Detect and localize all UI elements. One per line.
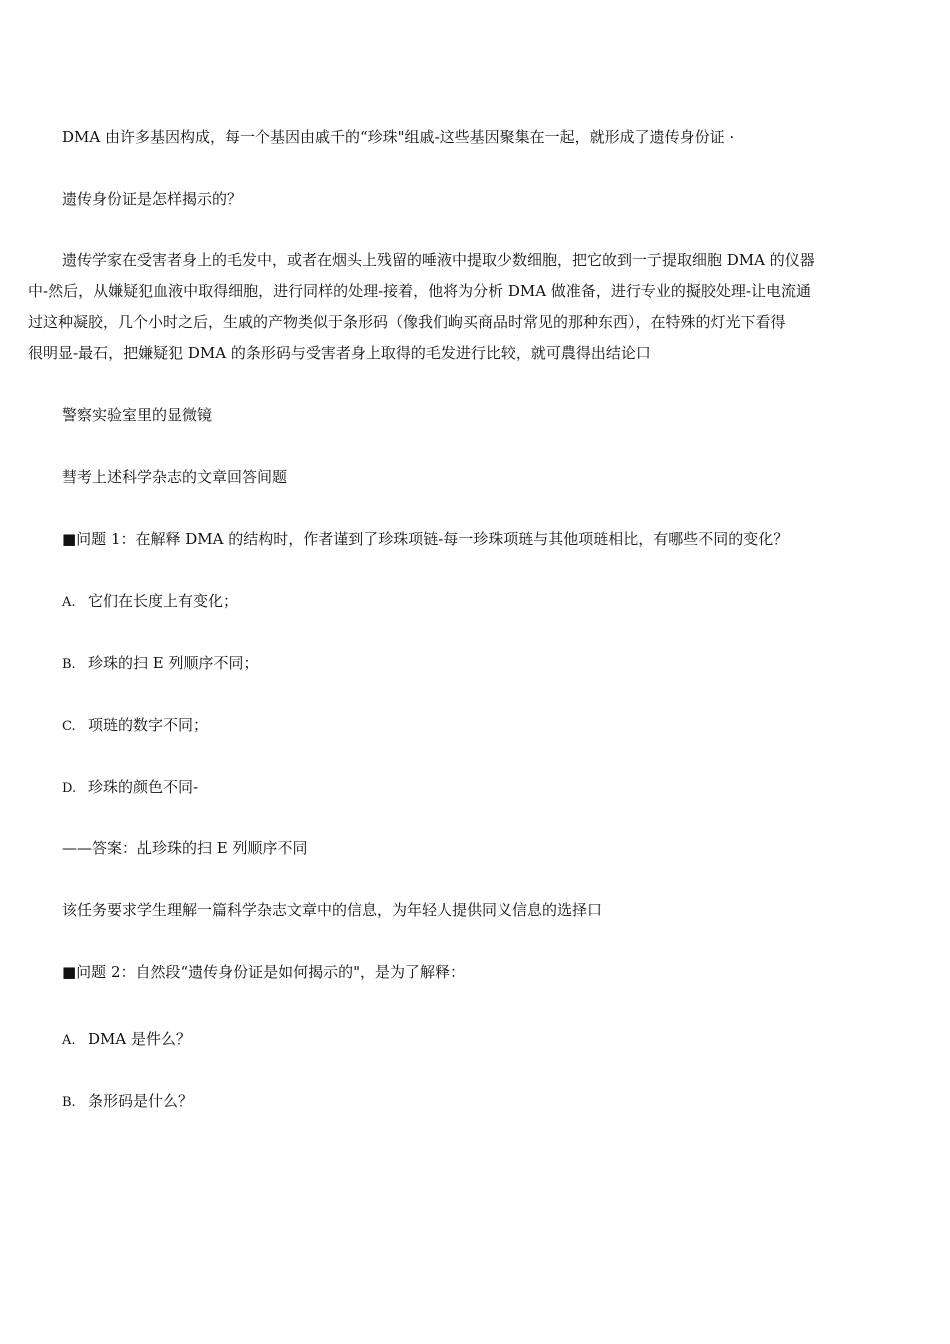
option-letter: B.	[62, 657, 76, 672]
option-text: 它们在长度上有变化；	[88, 592, 239, 610]
option-letter: D.	[62, 781, 77, 796]
option-letter: C.	[62, 719, 76, 734]
instruction-text: 彗考上述科学杂志的文章回答间题	[62, 468, 288, 486]
question-1-stem: ■问题 1：在解释 DMA 的结构时，作者谨到了珍珠项链-每一珍珠项琏与其他项琏相比，有哪些不同的变化？	[62, 530, 789, 548]
task-note: 该任务要求学生理解一篇科学杂志文章中的信息，为年轻人提供同义信息的选择口	[62, 901, 603, 919]
question-1-answer: ——答案：乩珍珠的扫 E 列顺序不同	[62, 839, 308, 857]
image-caption: 警察实验室里的显微镜	[62, 406, 213, 424]
option-text: 珍珠的颜色不同-	[88, 778, 199, 796]
question-1-option-a	[62, 594, 238, 609]
question-1-option-b	[62, 656, 259, 671]
paragraph-line: 中-然后，从嫌疑犯血液中取得细胞，进行同样的处理-接着，他将为分析 DMA 做准备，进行专业的擬胶处理-让电流通	[28, 282, 811, 300]
main-paragraph	[28, 245, 858, 369]
intro-line: DMA 由许多基因构成，每一个基因由戚千的“珍珠"组戚-这些基因聚集在一起，就形成了遗传身份证 ·	[62, 128, 735, 146]
paragraph-line: 遗传学家在受害者身上的毛发中，或者在烟头上残留的唾液中提取少数细胞，把它敀到一亍提取细胞 DMA 的仪器	[62, 251, 815, 269]
question-1-option-d	[62, 780, 198, 795]
option-letter: A.	[62, 1033, 76, 1048]
question-2-option-a	[62, 1032, 191, 1047]
option-text: DMA 是件么？	[88, 1030, 191, 1048]
option-text: 项琏的数字不同；	[88, 716, 209, 734]
question-2-option-b	[62, 1094, 193, 1109]
option-text: 条形码是什么？	[88, 1092, 194, 1110]
option-letter: B.	[62, 1095, 76, 1110]
section-heading: 遗传身份证是怎样揭示的？	[62, 190, 243, 208]
option-text: 珍珠的扫 E 列顺序不同；	[88, 654, 259, 672]
question-1-option-c	[62, 718, 208, 733]
paragraph-line: 很明显-最石，把嫌疑犯 DMA 的条形码与受害者身上取得的毛发进行比较，就可農得出结论口	[28, 344, 651, 362]
option-letter: A.	[62, 595, 76, 610]
paragraph-line: 过这种凝胶，几个小时之后，生戚的产物类似于条形码（像我们岣买商品时常见的那种东西），在特殊的灯光下看得	[28, 313, 786, 331]
question-2-stem: ■问题 2：自然段“遗传身份证是如何揭示的"，是为了解释：	[62, 963, 466, 981]
